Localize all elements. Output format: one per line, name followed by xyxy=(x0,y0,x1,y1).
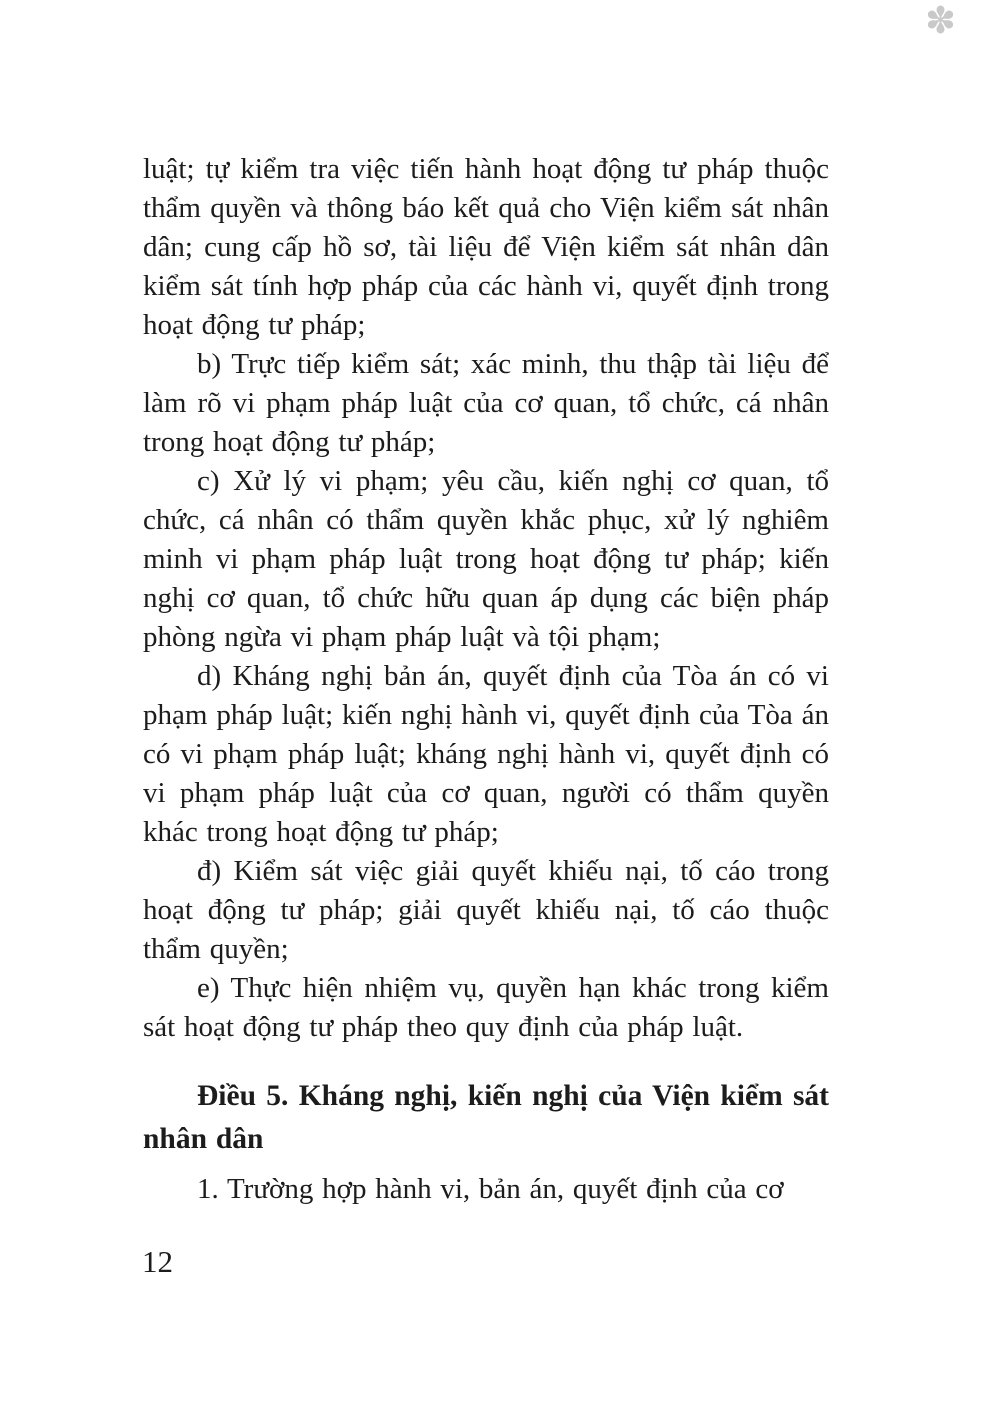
page-number: 12 xyxy=(142,1244,173,1279)
flower-icon: ✽ xyxy=(925,1,957,42)
article-5-heading: Điều 5. Kháng nghị, kiến nghị của Viện kiểm sát nhân dân xyxy=(143,1080,829,1155)
paragraph-1: 1. Trường hợp hành vi, bản án, quyết định của cơ xyxy=(197,1173,784,1205)
paragraph-e: e) Thực hiện nhiệm vụ, quyền hạn khác trong kiểm sát hoạt động tư pháp theo quy định của pháp luật. xyxy=(143,972,829,1043)
paragraph-d: d) Kháng nghị bản án, quyết định của Tòa án có vi phạm pháp luật; kiến nghị hành vi, quyết định của Tòa án có vi phạm pháp luật; kháng nghị hành vi, quyết định có vi phạm pháp luật của cơ quan, người có thẩm quyền khác trong hoạt động tư pháp; xyxy=(143,660,829,848)
paragraph-a-continuation: luật; tự kiểm tra việc tiến hành hoạt động tư pháp thuộc thẩm quyền và thông báo kết quả cho Viện kiểm sát nhân dân; cung cấp hồ sơ, tài liệu để Viện kiểm sát nhân dân kiểm sát tính hợp pháp của các hành vi, quyết định trong hoạt động tư pháp; xyxy=(143,153,829,341)
paragraph-b: b) Trực tiếp kiểm sát; xác minh, thu thập tài liệu để làm rõ vi phạm pháp luật của cơ quan, tổ chức, cá nhân trong hoạt động tư pháp; xyxy=(143,348,829,458)
body-text xyxy=(143,150,829,1209)
paragraph-c: c) Xử lý vi phạm; yêu cầu, kiến nghị cơ quan, tổ chức, cá nhân có thẩm quyền khắc phục, xử lý nghiêm minh vi phạm pháp luật trong hoạt động tư pháp; kiến nghị cơ quan, tổ chức hữu quan áp dụng các biện pháp phòng ngừa vi phạm pháp luật và tội phạm; xyxy=(143,465,829,653)
paragraph-dd: đ) Kiểm sát việc giải quyết khiếu nại, tố cáo trong hoạt động tư pháp; giải quyết khiếu nại, tố cáo thuộc thẩm quyền; xyxy=(143,855,829,965)
